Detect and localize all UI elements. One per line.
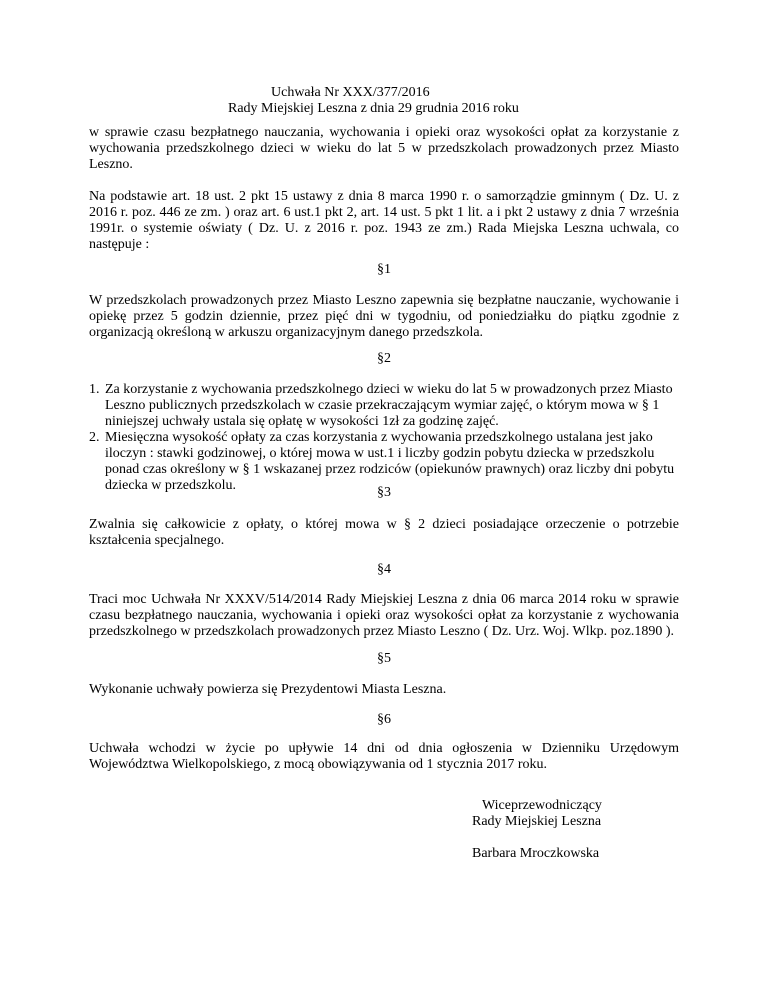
section-2-list — [89, 382, 679, 494]
section-mark-2: §2 — [377, 351, 391, 366]
legal-basis: Na podstawie art. 18 ust. 2 pkt 15 ustawy z dnia 8 marca 1990 r. o samorządzie gminnym ( Dz. U. z 2016 r. poz. 446 ze zm. ) oraz art. 6 ust.1 pkt 2, art. 14 ust. 5 pkt 1 lit. a i pkt 2 ustawy z dnia 7 września 1991r. o systemie oświaty ( Dz. U. z 2016 r. poz. 1943 ze zm.) Rada Miejska Leszna uchwala, co następuje : — [89, 189, 679, 252]
list-item-text: Miesięczna wysokość opłaty za czas korzystania z wychowania przedszkolnego ustalana jest jako iloczyn : stawki godzinowej, o której mowa w ust.1 i liczby godzin pobytu dziecka w przedszkolu ponad czas określony w § 1 wskazanej przez rodziców (opiekunów prawnych) oraz liczby dni pobytu dziecka w przedszkolu. — [105, 430, 675, 493]
section-mark-4: §4 — [377, 562, 391, 577]
signatory-role: Wiceprzewodniczący — [482, 798, 602, 813]
signature-block — [472, 798, 672, 862]
resolution-date-line: Rady Miejskiej Leszna z dnia 29 grudnia 2016 roku — [228, 101, 519, 116]
signatory-name: Barbara Mroczkowska — [472, 846, 600, 861]
resolution-header — [0, 85, 768, 117]
resolution-number: Uchwała Nr XXX/377/2016 — [271, 85, 430, 100]
list-item-number: 1. — [89, 382, 100, 397]
section-mark-3: §3 — [377, 485, 391, 500]
section-5-text: Wykonanie uchwały powierza się Prezydentowi Miasta Leszna. — [89, 682, 447, 697]
section-mark-1: §1 — [377, 262, 391, 277]
signatory-body: Rady Miejskiej Leszna — [472, 814, 602, 829]
section-6-text: Uchwała wchodzi w życie po upływie 14 dni od dnia ogłoszenia w Dzienniku Urzędowym Województwa Wielkopolskiego, z mocą obowiązywania od 1 stycznia 2017 roku. — [89, 741, 679, 772]
section-mark-6: §6 — [377, 712, 391, 727]
resolution-subject: w sprawie czasu bezpłatnego nauczania, wychowania i opieki oraz wysokości opłat za korzystanie z wychowania przedszkolnego dzieci w wieku do lat 5 w przedszkolach prowadzonych przez Miasto Leszno. — [89, 125, 679, 172]
section-4-text: Traci moc Uchwała Nr XXXV/514/2014 Rady Miejskiej Leszna z dnia 06 marca 2014 roku w sprawie czasu bezpłatnego nauczania, wychowania i opieki oraz wysokości opłat za korzystanie z wychowania przedszkolnego w przedszkolach prowadzonych przez Miasto Leszno ( Dz. Urz. Woj. Wlkp. poz.1890 ). — [89, 592, 679, 639]
list-item-number: 2. — [89, 430, 100, 445]
list-item — [89, 382, 679, 430]
section-3-text: Zwalnia się całkowicie z opłaty, o której mowa w § 2 dzieci posiadające orzeczenie o potrzebie kształcenia specjalnego. — [89, 517, 679, 548]
list-item-text: Za korzystanie z wychowania przedszkolnego dzieci w wieku do lat 5 w prowadzonych przez Miasto Leszno publicznych przedszkolach w czasie przekraczającym wymiar zajęć, o którym mowa w § 1 niniejszej uchwały ustala się opłatę w wysokości 1zł za godzinę zajęć. — [105, 382, 673, 429]
section-1-text: W przedszkolach prowadzonych przez Miasto Leszno zapewnia się bezpłatne nauczanie, wychowanie i opiekę przez 5 godzin dziennie, przez pięć dni w tygodniu, od poniedziałku do piątku zgodnie z organizacją określoną w arkuszu organizacyjnym danego przedszkola. — [89, 293, 679, 340]
section-mark-5: §5 — [377, 651, 391, 666]
